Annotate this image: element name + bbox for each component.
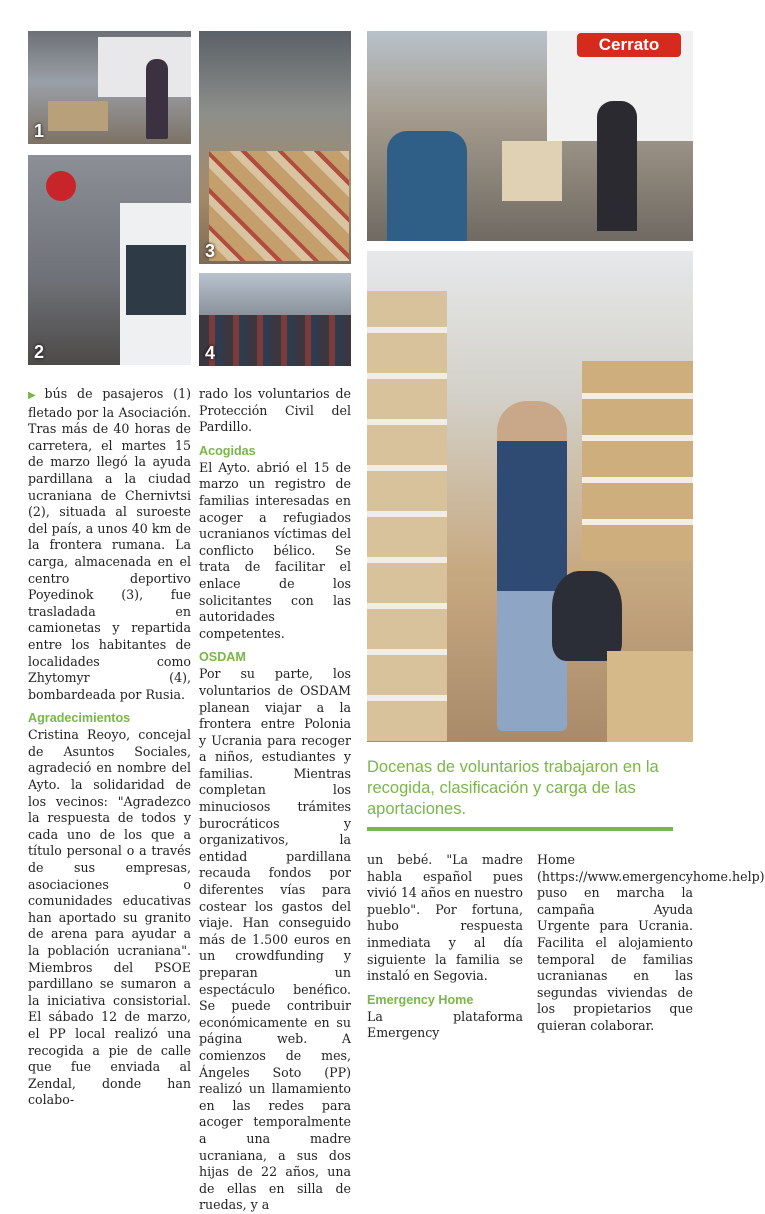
- col1-paragraph-1: ▶ bús de pasajeros (1) fletado por la Asociación. Tras más de 40 horas de carretera, el martes 15 de marzo llegó la ayuda pardillana a la ciudad ucraniana de Chernivtsi (2), situada al suroeste del país, a unos 40 km de la frontera rumana. La carga, almacenada en el centro deportivo Poyedinok (3), fue trasladada en camionetas y repartida entre los habitantes de localidades como Zhytomyr (4), bombardeada por Rusia.: [28, 386, 191, 702]
- col1-paragraph-2: Cristina Reoyo, concejal de Asuntos Sociales, agradeció en nombre del Ayto. la solidaridad de los vecinos: "Agradezco la respuesta de todos y cada uno de los que a título personal o a través de sus empresas, asociaciones o comunidades educativas han aportado su granito de arena para ayudar a la población ucraniana". Miembros del PSOE pardillano se sumaron a la iniciativa consistorial. El sábado 12 de marzo, el PP local realizó una recogida a pie de calle que fue enviada al Zendal, donde han colabo-: [28, 727, 191, 1108]
- photo-number-1: 1: [34, 121, 45, 141]
- text-column-4: [537, 852, 765, 1035]
- volunteer-blue-shape: [387, 131, 467, 241]
- bus-shape: [98, 37, 191, 97]
- photo-sorting-room: [367, 251, 693, 742]
- photo-number-3: 3: [205, 241, 216, 261]
- person-shape: [146, 59, 168, 139]
- col2-paragraph-2: El Ayto. abrió el 15 de marzo un registro de familias interesadas en acoger a refugiados ucranianos víctimas del conflicto bélico. Se trata de facilitar el enlace de los solicitantes con las autoridades competentes.: [199, 459, 351, 641]
- cerrato-logo: Cerrato: [577, 33, 681, 57]
- photo-building-truck: [28, 155, 191, 365]
- photo-loading-truck: [367, 31, 693, 241]
- text-column-3: [367, 852, 523, 1042]
- volunteer-woman-shape: [497, 401, 567, 731]
- right-box-stack-shape: [582, 361, 693, 561]
- photo-bus-loading: [28, 31, 191, 144]
- box-shape: [502, 141, 562, 201]
- photo-caption: Docenas de voluntarios trabajaron en la recogida, clasificación y carga de las aportaciones.: [367, 758, 659, 818]
- boxes-shape: [48, 101, 108, 131]
- col3-paragraph-1: un bebé. "La madre habla español pues vivió 14 años en nuestro pueblo". Por fortuna, hubo respuesta inmediata y al día siguiente la familia se instaló en Segovia.: [367, 852, 523, 984]
- heading-acogidas: Acogidas: [199, 443, 256, 458]
- bag-shape: [552, 571, 622, 661]
- col3-paragraph-2: La plataforma Emergency: [367, 1008, 523, 1041]
- photo-warehouse: [199, 31, 351, 264]
- caption-divider: [367, 827, 673, 831]
- photo-number-2: 2: [34, 342, 45, 362]
- text-column-1: [28, 386, 191, 1109]
- logo-circle-shape: [46, 171, 76, 201]
- col2-paragraph-1: rado los voluntarios de Protección Civil del Pardillo.: [199, 386, 351, 435]
- heading-emergency-home: Emergency Home: [367, 992, 474, 1007]
- volunteer-dark-shape: [597, 101, 637, 231]
- arrow-icon: ▶: [28, 390, 42, 401]
- col4-paragraph-1: Home (https://www.emergencyhome.help) puso en marcha la campaña Ayuda Urgente para Ucrania. Facilita el alojamiento temporal de familias ucranianas en las segundas viviendas de los propietarios que quieran colaborar.: [537, 852, 765, 1033]
- boxes-pile-shape: [209, 151, 349, 261]
- left-box-stack-shape: [367, 291, 447, 741]
- crowd-shape: [199, 315, 351, 366]
- photo-number-4: 4: [205, 343, 216, 363]
- windshield-shape: [126, 245, 186, 315]
- col2-paragraph-3: Por su parte, los voluntarios de OSDAM planean viajar a la frontera entre Polonia y Ucrania para recoger a niños, estudiantes y familias. Mientras completan los minuciosos trámites burocráticos y organizativos, la entidad pardillana recauda fondos por diferentes vías para costear los gastos del viaje. Han conseguido más de 1.500 euros en un crowdfunding y preparan un espectáculo benéfico. Se puede contribuir económicamente en su página web. A comienzos de mes, Ángeles Soto (PP) realizó un llamamiento en las redes para acoger temporalmente a una madre ucraniana, a sus dos hijas de 22 años, una de ellas en silla de ruedas, y a: [199, 666, 351, 1213]
- open-box-shape: [607, 651, 693, 742]
- text-column-2: [199, 386, 351, 1214]
- heading-osdam: OSDAM: [199, 650, 246, 665]
- heading-agradecimientos: Agradecimientos: [28, 711, 131, 726]
- photo-crowd: [199, 273, 351, 366]
